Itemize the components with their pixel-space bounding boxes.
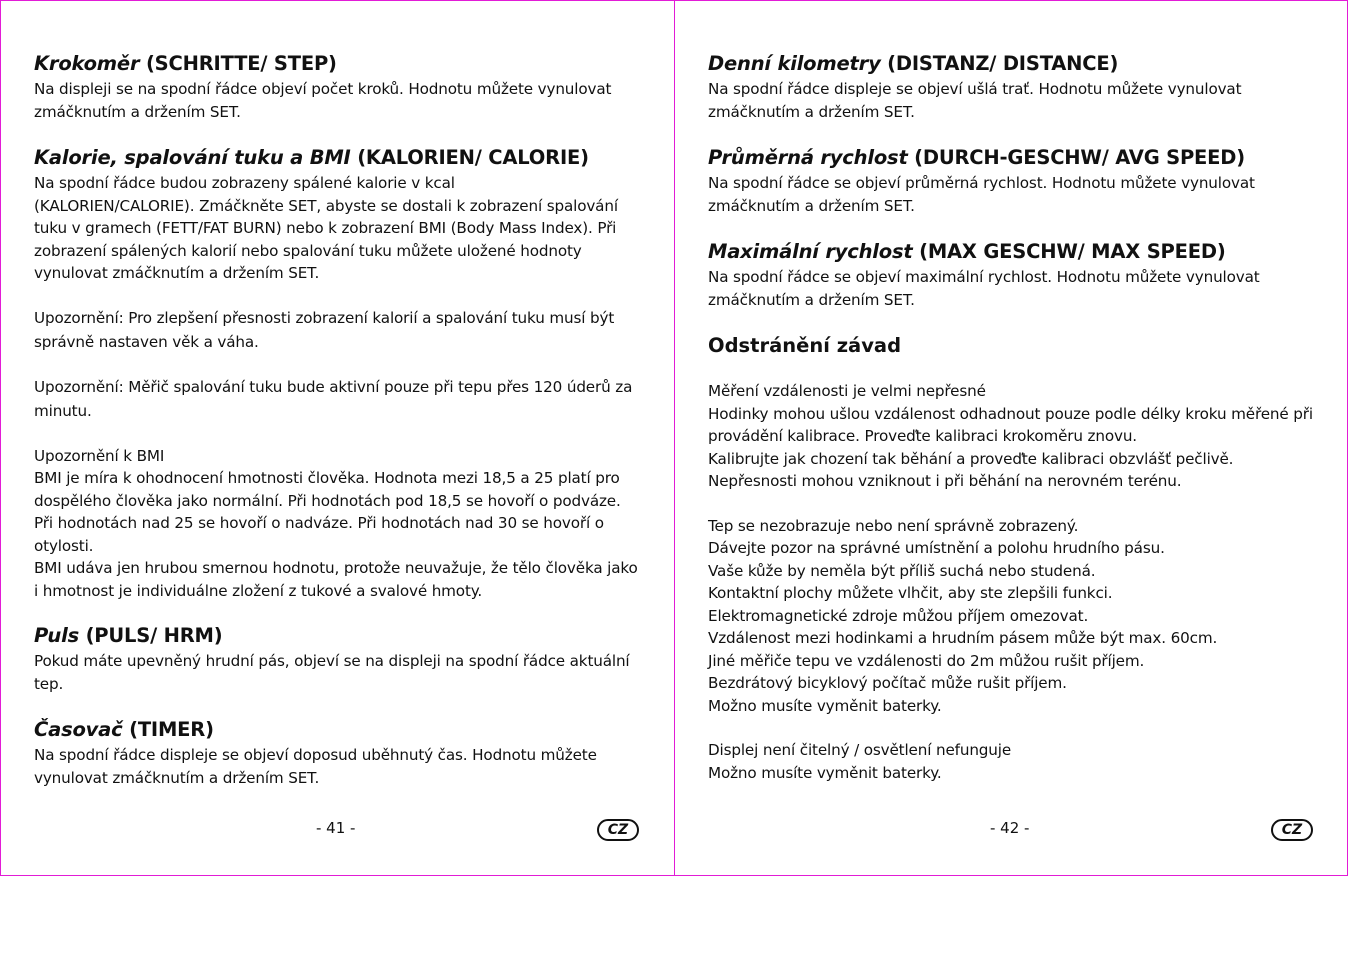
paragraph-line: Na spodní řádce displeje se objeví ušlá trať. Hodnotu můžete vynulovat: [708, 80, 1242, 98]
paragraph-line: tuku v gramech (FETT/FAT BURN) nebo k zobrazení BMI (Body Mass Index). Při: [34, 219, 617, 237]
heading-prumerna-rychlost: [708, 144, 1318, 172]
paragraph-line: zmáčknutím a držením SET.: [708, 102, 915, 121]
heading-italic: Průměrná rychlost: [708, 146, 908, 169]
page-41-content: [34, 50, 644, 789]
heading-italic: Krokoměr: [34, 52, 140, 75]
paragraph-line: i hmotnost je individuálne zložení z tukové a svalové hmoty.: [34, 581, 483, 600]
paragraph-line: Kalibrujte jak chození tak běhání a proveďte kalibraci obzvlášť pečlivě.: [708, 449, 1234, 468]
heading-rest: (MAX GESCHW/ MAX SPEED): [912, 240, 1226, 263]
heading-denni-kilometry: [708, 50, 1318, 78]
page-41: [34, 0, 644, 876]
paragraph-line: zmáčknutím a držením SET.: [34, 102, 241, 121]
paragraph-line: Jiné měřiče tepu ve vzdálenosti do 2m můžou rušit příjem.: [708, 651, 1145, 670]
note-label: Upozornění:: [34, 308, 124, 327]
heading-rest: (DISTANZ/ DISTANCE): [880, 52, 1119, 75]
subheading-display: Displej není čitelný / osvětlení nefunguje: [708, 741, 1012, 759]
language-badge: CZ: [1271, 819, 1313, 841]
paragraph-line: BMI je míra k ohodnocení hmotnosti člověka. Hodnota mezi 18,5 a 25 platí pro: [34, 469, 620, 487]
note-fat-burn: [34, 376, 644, 399]
heading-rest: (SCHRITTE/ STEP): [139, 52, 337, 75]
note-label: Upozornění:: [34, 377, 124, 396]
heading-troubleshooting: Odstránění závad: [708, 334, 902, 357]
paragraph-line: vynulovat zmáčknutím a držením SET.: [34, 264, 320, 282]
paragraph-line: Elektromagnetické zdroje můžou příjem omezovat.: [708, 606, 1089, 625]
paragraph-line: Hodinky mohou ušlou vzdálenost odhadnout pouze podle délky kroku měřené při: [708, 404, 1313, 423]
page-number: - 41 -: [316, 819, 356, 837]
note-text: Pro zlepšení přesnosti zobrazení kalorií a spalování tuku musí být: [123, 308, 615, 327]
paragraph-line: Vaše kůže by neměla být příliš suchá nebo studená.: [708, 561, 1096, 580]
paragraph-line: Na displeji se na spodní řádce objeví počet kroků. Hodnotu můžete vynulovat: [34, 80, 612, 98]
paragraph-line: Na spodní řádce se objeví maximální rychlost. Hodnotu můžete vynulovat: [708, 268, 1260, 286]
heading-italic: Kalorie, spalování tuku a BMI: [34, 146, 351, 169]
paragraph-line: Nepřesnosti mohou vzniknout i při běhání na nerovném terénu.: [708, 472, 1182, 490]
heading-kalorie: [34, 144, 644, 172]
language-badge: CZ: [597, 819, 639, 841]
paragraph-line: zobrazení spálených kalorií nebo spalování tuku můžete uložené hodnoty: [34, 241, 582, 260]
heading-rest: (PULS/ HRM): [78, 624, 223, 647]
note-calorie-accuracy: [34, 307, 644, 330]
page-42: [708, 0, 1318, 876]
paragraph-line: Bezdrátový bicyklový počítač může rušit příjem.: [708, 674, 1067, 692]
heading-rest: (TIMER): [122, 718, 214, 741]
subheading-bmi: Upozornění k BMI: [34, 446, 165, 465]
heading-italic: Denní kilometry: [708, 52, 881, 75]
paragraph-line: BMI udáva jen hrubou smernou hodnotu, protože neuvažuje, že tělo člověka jako: [34, 559, 638, 577]
paragraph-line: zmáčknutím a držením SET.: [708, 290, 915, 309]
paragraph-line: Dávejte pozor na správné umístnění a polohu hrudního pásu.: [708, 539, 1165, 557]
heading-krokomer: [34, 50, 644, 78]
heading-maximalni-rychlost: [708, 238, 1318, 266]
paragraph-line: Možno musíte vyměnit baterky.: [708, 763, 942, 782]
paragraph-line: (KALORIEN/CALORIE). Zmáčkněte SET, abyste se dostali k zobrazení spalování: [34, 196, 618, 215]
paragraph-line: provádění kalibrace. Proveďte kalibraci krokoměru znovu.: [708, 427, 1137, 445]
page-divider: [674, 0, 675, 876]
paragraph-line: Při hodnotách nad 25 se hovoří o nadváze. Při hodnotách nad 30 se hovoří o: [34, 514, 604, 532]
heading-casovac: [34, 716, 644, 744]
paragraph-line: Na spodní řádce displeje se objeví doposud uběhnutý čas. Hodnotu můžete: [34, 746, 597, 764]
page-number: - 42 -: [990, 819, 1030, 837]
subheading-heart-rate: Tep se nezobrazuje nebo není správně zobrazený.: [708, 516, 1079, 535]
paragraph-line: Vzdálenost mezi hodinkami a hrudním pásem může být max. 60cm.: [708, 629, 1218, 647]
subheading-distance-inaccurate: Měření vzdálenosti je velmi nepřesné: [708, 382, 986, 400]
heading-italic: Puls: [34, 624, 79, 647]
paragraph-line: Na spodní řádce se objeví průměrná rychlost. Hodnotu můžete vynulovat: [708, 174, 1255, 192]
paragraph-line: Kontaktní plochy můžete vlhčit, aby ste zlepšili funkci.: [708, 584, 1113, 602]
paragraph-line: správně nastaven věk a váha.: [34, 333, 259, 351]
paragraph-line: dospělého člověka jako normální. Při hodnotách pod 18,5 se hovoří o podváze.: [34, 491, 621, 510]
paragraph-line: zmáčknutím a držením SET.: [708, 196, 915, 215]
note-text: Měřič spalování tuku bude aktivní pouze při tepu přes 120 úderů za: [123, 377, 633, 396]
paragraph-line: minutu.: [34, 402, 92, 420]
paragraph-line: Pokud máte upevněný hrudní pás, objeví se na displeji na spodní řádce aktuální: [34, 652, 630, 670]
heading-rest: (KALORIEN/ CALORIE): [350, 146, 589, 169]
heading-puls: [34, 622, 644, 650]
paragraph-line: otylosti.: [34, 536, 94, 555]
paragraph-line: vynulovat zmáčknutím a držením SET.: [34, 768, 320, 787]
heading-italic: Maximální rychlost: [708, 240, 913, 263]
paragraph-line: tep.: [34, 674, 64, 693]
paragraph-line: Možno musíte vyměnit baterky.: [708, 696, 942, 715]
paragraph-line: Na spodní řádce budou zobrazeny spálené kalorie v kcal: [34, 174, 455, 192]
heading-rest: (DURCH-GESCHW/ AVG SPEED): [907, 146, 1245, 169]
page-42-content: [708, 50, 1318, 784]
heading-italic: Časovač: [34, 718, 123, 741]
